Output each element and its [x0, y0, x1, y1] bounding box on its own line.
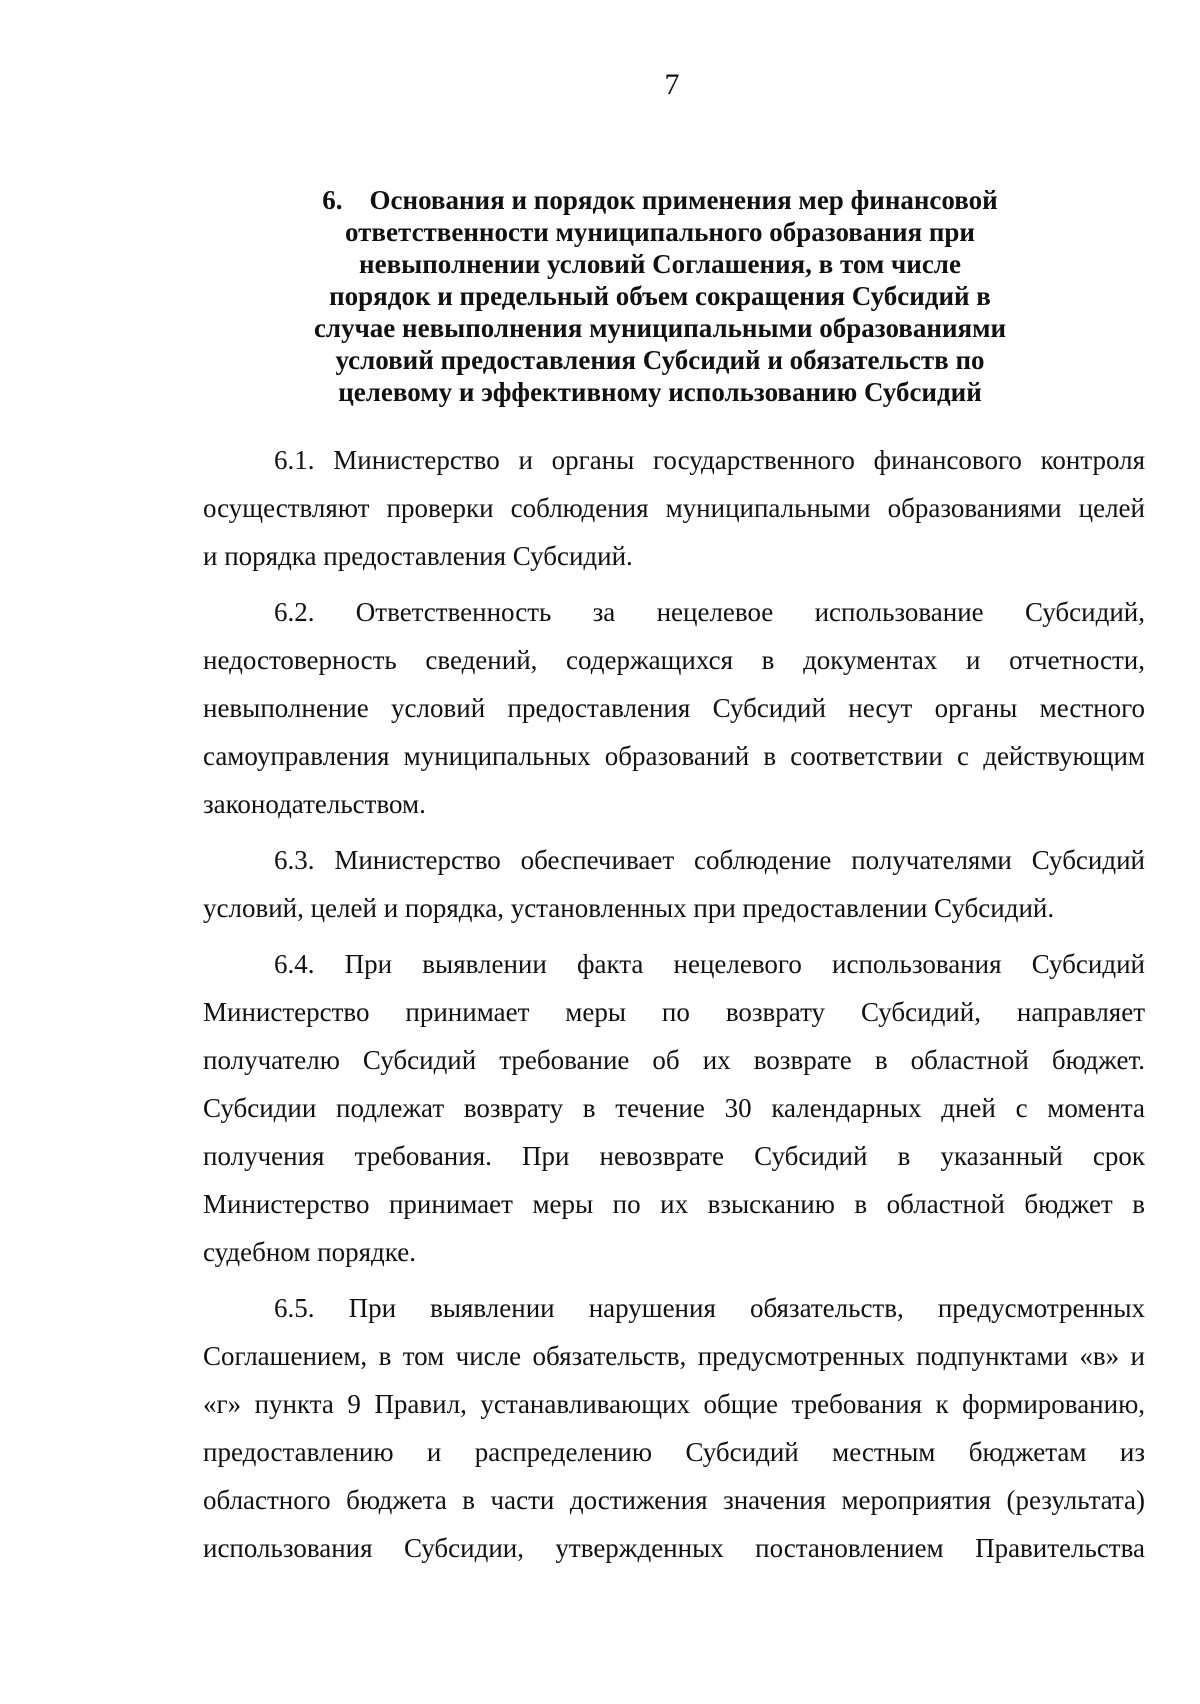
- paragraph-line: судебном порядке.: [203, 1237, 416, 1267]
- paragraph-line: 6.5. При выявлении нарушения обязательств, предусмотренных: [274, 1293, 1145, 1323]
- heading-line: порядок и предельный объем сокращения Субсидий в: [329, 281, 991, 311]
- paragraph-line: получателю Субсидий требование об их возврате в областной бюджет.: [203, 1045, 1145, 1075]
- paragraph-6-5: [203, 1284, 1145, 1572]
- paragraph-line: 6.3. Министерство обеспечивает соблюдение получателями Субсидий: [274, 845, 1145, 875]
- heading-line: невыполнении условий Соглашения, в том числе: [359, 249, 961, 279]
- paragraph-line: законодательством.: [203, 789, 426, 819]
- paragraph-line: Субсидии подлежат возврату в течение 30 календарных дней с момента: [203, 1093, 1145, 1123]
- page-number: 7: [664, 68, 680, 101]
- paragraph-line: и порядка предоставления Субсидий.: [203, 541, 633, 571]
- paragraph-line: 6.1. Министерство и органы государственного финансового контроля: [274, 445, 1145, 475]
- paragraph-6-1: [203, 436, 1145, 580]
- paragraph-line: областного бюджета в части достижения значения мероприятия (результата): [203, 1485, 1145, 1515]
- paragraph-6-2: [203, 588, 1145, 828]
- paragraph-6-4: [203, 940, 1145, 1276]
- document-body: [203, 436, 1145, 1572]
- paragraph-line: Министерство принимает меры по возврату Субсидий, направляет: [203, 997, 1145, 1027]
- paragraph-line: получения требования. При невозврате Субсидий в указанный срок: [203, 1141, 1145, 1171]
- paragraph-line: 6.2. Ответственность за нецелевое использование Субсидий,: [274, 597, 1145, 627]
- section-heading: [290, 184, 1030, 408]
- paragraph-line: недостоверность сведений, содержащихся в документах и отчетности,: [203, 645, 1145, 675]
- paragraph-line: самоуправления муниципальных образований в соответствии с действующим: [203, 741, 1145, 771]
- paragraph-line: условий, целей и порядка, установленных при предоставлении Субсидий.: [203, 893, 1055, 923]
- paragraph-line: Соглашением, в том числе обязательств, предусмотренных подпунктами «в» и: [203, 1341, 1145, 1371]
- paragraph-line: предоставлению и распределению Субсидий местным бюджетам из: [203, 1437, 1145, 1467]
- heading-line: ответственности муниципального образования при: [345, 217, 975, 247]
- heading-line: 6. Основания и порядок применения мер финансовой: [322, 185, 998, 215]
- paragraph-line: Министерство принимает меры по их взысканию в областной бюджет в: [203, 1189, 1145, 1219]
- paragraph-6-3: [203, 836, 1145, 932]
- heading-line: случае невыполнения муниципальными образованиями: [313, 313, 1007, 343]
- paragraph-line: невыполнение условий предоставления Субсидий несут органы местного: [203, 693, 1145, 723]
- paragraph-line: «г» пункта 9 Правил, устанавливающих общие требования к формированию,: [203, 1389, 1145, 1419]
- heading-line: целевому и эффективному использованию Субсидий: [338, 377, 982, 407]
- paragraph-line: использования Субсидии, утвержденных постановлением Правительства: [203, 1533, 1145, 1563]
- paragraph-line: 6.4. При выявлении факта нецелевого использования Субсидий: [274, 949, 1145, 979]
- heading-line: условий предоставления Субсидий и обязательств по: [335, 345, 985, 375]
- paragraph-line: осуществляют проверки соблюдения муниципальными образованиями целей: [203, 493, 1145, 523]
